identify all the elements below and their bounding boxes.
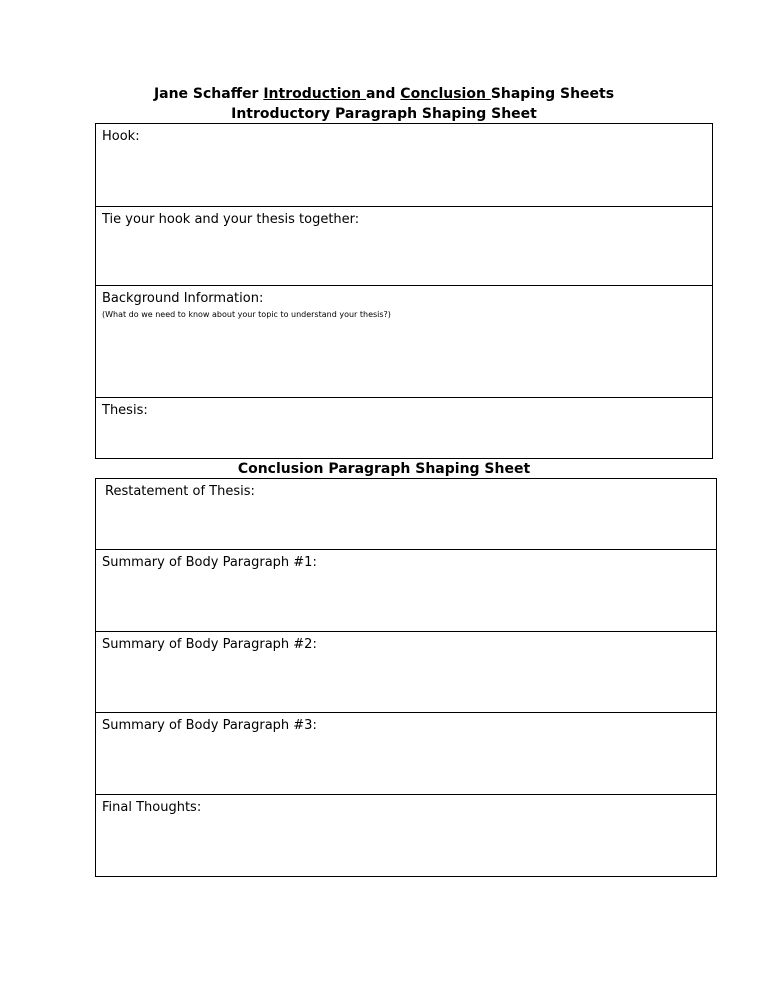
conclusion-table [95, 478, 717, 877]
document-title [0, 85, 768, 103]
summary-1-cell[interactable] [96, 550, 716, 632]
conclusion-sheet-title: Conclusion Paragraph Shaping Sheet [237, 461, 531, 477]
title-introduction: Introduction [263, 86, 366, 102]
tie-label: Tie your hook and your thesis together: [102, 212, 360, 227]
final-thoughts-label: Final Thoughts: [102, 800, 202, 815]
intro-sheet-title: Introductory Paragraph Shaping Sheet [231, 106, 537, 122]
title-and: and [365, 86, 401, 102]
thesis-label: Thesis: [102, 403, 148, 418]
hook-label: Hook: [102, 129, 140, 144]
final-thoughts-cell[interactable] [96, 795, 716, 875]
thesis-cell[interactable] [96, 398, 712, 457]
intro-table [95, 123, 713, 459]
background-label: Background Information: [102, 291, 264, 306]
summary-2-cell[interactable] [96, 632, 716, 713]
summary-2-label: Summary of Body Paragraph #2: [102, 637, 317, 652]
background-cell[interactable] [96, 286, 712, 398]
title-conclusion: Conclusion [400, 86, 491, 102]
tie-cell[interactable] [96, 207, 712, 286]
hook-cell[interactable] [96, 124, 712, 207]
summary-3-cell[interactable] [96, 713, 716, 795]
restatement-label: Restatement of Thesis: [105, 484, 255, 499]
summary-1-label: Summary of Body Paragraph #1: [102, 555, 317, 570]
restatement-cell[interactable] [96, 479, 716, 550]
title-part-1: Jane Schaffer [153, 86, 264, 102]
background-note: (What do we need to know about your topic to understand your thesis?) [102, 310, 391, 319]
summary-3-label: Summary of Body Paragraph #3: [102, 718, 317, 733]
title-part-2: Shaping Sheets [490, 86, 615, 102]
